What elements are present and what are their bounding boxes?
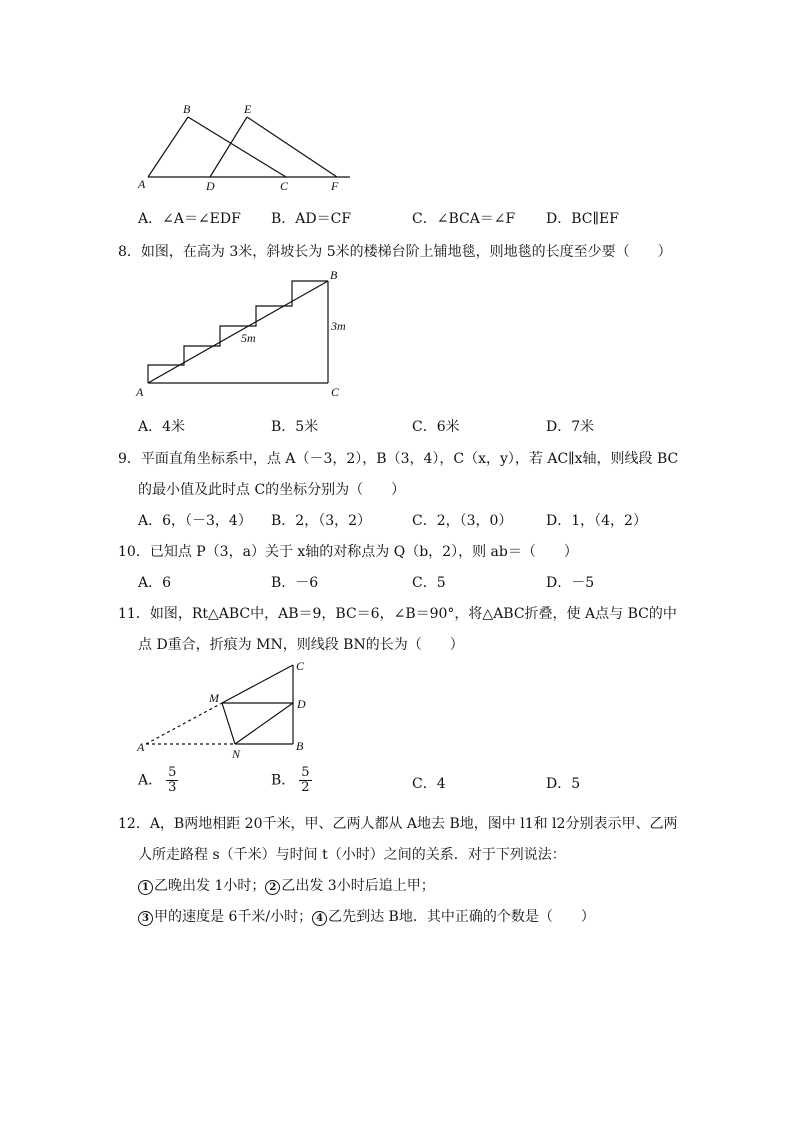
q7-label-e: E [244,102,252,116]
q11-option-c-text: 4 [436,776,446,792]
q11-option-a-letter: A． [138,772,163,789]
q11-label-n: N [232,747,241,761]
q9-question-line1: 9．平面直角坐标系中，点 A（－3，2），B（3，4），C（x，y），若 AC∥x轴，则线段 BC [118,451,679,467]
q9-question-line2: 的最小值及此时点 C的坐标分别为（ ） [138,482,406,498]
q12-statement-1: 乙晚出发 1小时； [154,878,266,894]
q10-option-c: C．5 [412,575,446,591]
q11-option-b-letter: B． [271,772,296,789]
q12-question-line1: 12．A，B两地相距 20千米，甲、乙两人都从 A地去 B地，图中 l1和 l2分别表示甲、乙两 [118,816,678,832]
q7-label-b: B [183,102,191,116]
q12-statements-row2 [138,906,595,926]
q7-label-d: D [206,179,215,193]
q11-option-c [412,773,446,793]
q11-option-d [546,773,580,793]
q9-option-c: C．2，（3，0） [412,513,513,529]
q7-figure [130,100,360,195]
q8-option-c: C．6米 [412,419,460,435]
q12-statement-3: 甲的速度是 6千米/小时； [154,909,313,925]
q8-option-b: B．5米 [271,419,319,435]
q7-label-f: F [331,179,339,193]
q12-statement-2: 乙出发 3小时后追上甲； [281,878,435,894]
q11-option-c-letter: C． [412,776,437,792]
q11-label-b: B [296,739,304,753]
q11-option-a-den: 3 [168,780,177,795]
q11-question-line2: 点 D重合，折痕为 MN，则线段 BN的长为（ ） [138,637,464,653]
q8-option-d: D．7米 [546,419,595,435]
q8-label-height: 3m [331,319,346,333]
q12-mark-2: 2 [265,880,280,895]
q8-label-slope: 5m [241,331,256,345]
q7-option-c: C．∠BCA＝∠F [412,211,516,227]
q11-option-b-fraction [299,766,311,795]
q11-option-a [138,766,178,795]
q7-label-a: A [138,177,146,191]
q9-option-a: A．6，（－3，4） [138,513,252,529]
q11-label-d: D [297,697,306,711]
q12-mark-4: 4 [312,911,327,926]
q8-option-a: A．4米 [138,419,186,435]
q8-label-c: C [331,385,340,399]
q8-label-a: A [136,385,144,399]
q7-option-a: A．∠A＝∠EDF [138,211,241,227]
q12-mark-3: 3 [138,911,153,926]
q11-question-line1: 11．如图，Rt△ABC中，AB＝9，BC＝6，∠B＝90°，将△ABC折叠，使 A点与 BC的中 [118,606,677,622]
q11-label-m: M [209,691,219,705]
q11-option-b-num: 5 [301,765,310,780]
q10-option-a: A．6 [138,575,172,591]
q10-question: 10．已知点 P（3，a）关于 x轴的对称点为 Q（b，2），则 ab＝（ ） [118,544,578,560]
q12-question-line2: 人所走路程 s（千米）与时间 t（小时）之间的关系．对于下列说法： [138,847,566,863]
q11-option-b [271,766,312,795]
q10-option-d: D．－5 [546,575,595,591]
q11-option-a-fraction [166,766,178,795]
q11-label-a: A [137,740,145,754]
q9-option-d: D．1，（4，2） [546,513,647,529]
q11-label-c: C [296,659,305,673]
q11-option-d-text: 5 [571,776,581,792]
q11-option-a-num: 5 [168,765,177,780]
q12-statements-row1 [138,875,435,895]
q11-figure [130,655,330,765]
q12-mark-1: 1 [138,880,153,895]
q11-option-d-letter: D． [546,776,572,792]
q12-statement-4: 乙先到达 B地．其中正确的个数是（ ） [328,909,595,925]
q7-label-c: C [280,179,289,193]
q11-option-b-den: 2 [301,780,310,795]
q9-option-b: B．2，（3，2） [271,513,372,529]
q7-option-b: B．AD＝CF [271,211,352,227]
q7-option-d: D．BC∥EF [546,211,619,227]
q8-question: 8．如图，在高为 3米，斜坡长为 5米的楼梯台阶上铺地毯，则地毯的长度至少要（ ） [118,244,672,260]
q10-option-b: B．－6 [271,575,319,591]
q8-figure [130,268,360,403]
q8-label-b: B [330,268,338,282]
